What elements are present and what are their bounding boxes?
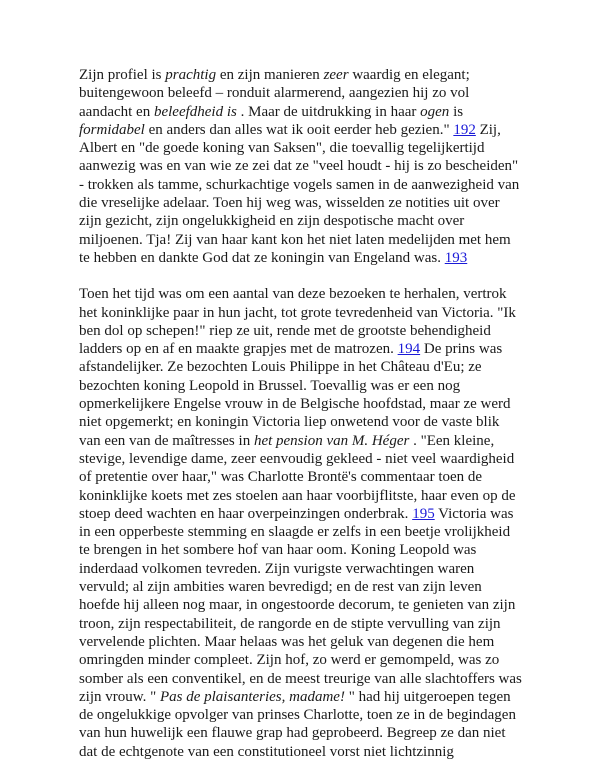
text-run: Toen het tijd was om een aantal van deze bezoeken te herhalen, vertrok het koninklijke paar in hun jacht, tot grote tevredenheid van Victoria. "Ik ben dol op schepen!" riep ze uit, rende met de grootste behendigheid ladders op en af en maakte grapjes met de matrozen. bbox=[79, 286, 516, 358]
footnote-link-195[interactable]: 195 bbox=[412, 505, 435, 522]
italic-run: beleefdheid is bbox=[153, 103, 237, 120]
text-run: Victoria was in een opperbeste stemming en slaagde er zelfs in een beetje vrolijkheid te brengen in het sombere hof van haar oom. Koning Leopold was inderdaad volkomen tevreden. Zijn vurigste verwachtingen waren vervuld; al zijn ambities waren bevredigd; en de rest van zijn leven hoefde hij alleen nog maar, in ongestoorde decorum, te genieten van zijn troon, zijn respectabiliteit, de rangorde en de stipte vervulling van zijn vervelende plichten. Maar helaas was het geluk van degenen die hem omringden minder compleet. Zijn hof, zo werd er gemompeld, was zo somber als een conventikel, en de meest treurige van alle slachtoffers was zijn vrouw. " bbox=[79, 505, 522, 705]
italic-run: het pension van M. Héger bbox=[253, 432, 410, 449]
text-run: waardig en elegant; buitengewoon beleefd – ronduit alarmerend, aangezien hij zo vol aandacht en bbox=[79, 67, 470, 120]
italic-run: Pas de plaisanteries, madame! bbox=[159, 688, 345, 705]
italic-run: formidabel bbox=[79, 121, 145, 138]
text-run: en anders dan alles wat ik ooit eerder heb gezien." bbox=[144, 121, 454, 138]
italic-run: ogen bbox=[420, 103, 450, 120]
text-run: en zijn manieren bbox=[216, 67, 324, 83]
italic-run: zeer bbox=[323, 67, 349, 83]
footnote-link-194[interactable]: 194 bbox=[397, 341, 421, 358]
text-run: . "Een kleine, stevige, levendige dame, zeer eenvoudig gekleed - niet veel waardigheid of pretentie over haar," was Charlotte Brontë's commentaar toen de koninklijke koets met zes stoelen aan haar voorbijflitste, haar even op de stoep deed wachten en haar overpeinzingen onderbrak. bbox=[79, 432, 516, 522]
document-page bbox=[79, 66, 524, 779]
italic-run: prachtig bbox=[165, 67, 217, 83]
text-run: Zij, Albert en "de goede koning van Saksen", die toevallig tegelijkertijd aanwezig was en van wie ze zei dat ze "veel houdt - hij is zo bescheiden" - trokken als tamme, schurkachtige vogels samen in de aanwezigheid van die vreselijke adelaar. Toen hij weg was, wisselden ze notities uit over zijn gezicht, zijn ongelukkigheid en zijn despotische macht over miljoenen. Tja! Zij van haar kant kon het niet laten medelijden met hem te hebben en dankte God dat ze koningin van Engeland was. bbox=[79, 121, 520, 266]
text-run: De prins was afstandelijker. Ze bezochten Louis Philippe in het Château d'Eu; ze bezochten koning Leopold in Brussel. Toevallig was er een nog opmerkelijkere Engelse vrouw in de Belgische hoofdstad, maar ze werd niet opgemerkt; en koningin Victoria liep onwetend voor de vaste blik van een van de maîtresses in bbox=[79, 341, 511, 449]
text-run: " had hij uitgeroepen tegen de ongelukkige opvolger van prinses Charlotte, toen ze in de begindagen van hun huwelijk een flauwe grap had geprobeerd. Begreep ze dan niet dat de echtgenote van een constitutioneel vorst niet lichtzinnig bbox=[79, 688, 516, 760]
paragraph-1 bbox=[79, 66, 524, 267]
paragraph-2 bbox=[79, 285, 524, 761]
footnote-link-193[interactable]: 193 bbox=[444, 249, 468, 266]
text-run: . Maar de uitdrukking in haar bbox=[236, 103, 421, 120]
text-run: Zijn profiel is bbox=[79, 67, 166, 83]
text-run: is bbox=[449, 103, 464, 120]
footnote-link-192[interactable]: 192 bbox=[453, 121, 476, 138]
